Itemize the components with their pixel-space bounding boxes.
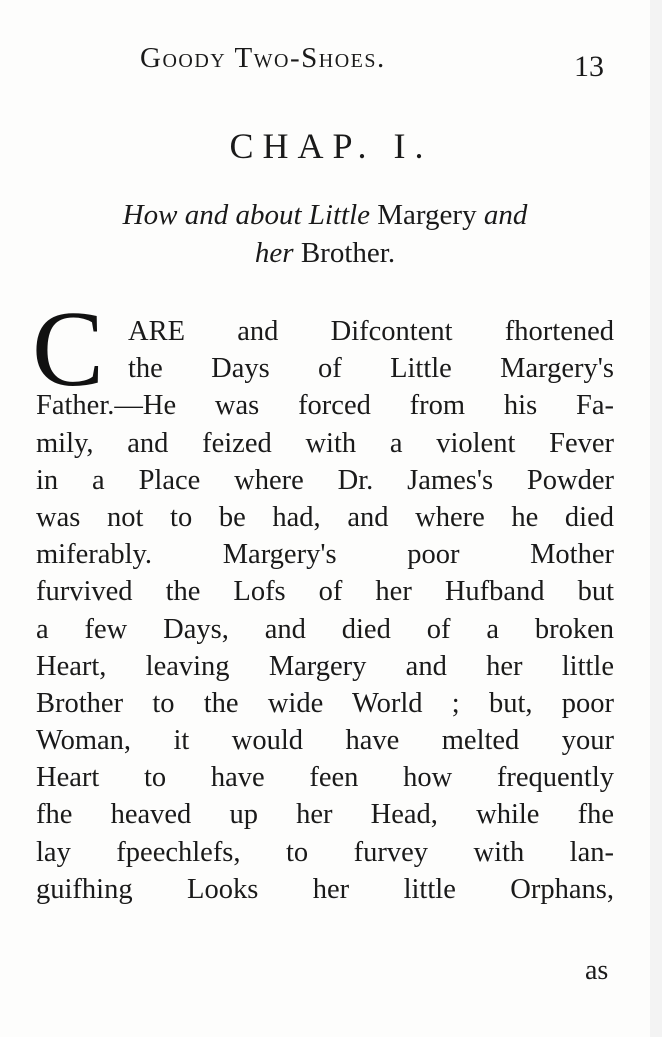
text-line: in a Place where Dr. James's Powder [36, 464, 614, 496]
drop-cap: C [32, 290, 105, 409]
subtitle-italic-2: and [483, 199, 528, 231]
text-line: lay fpeechlefs, to furvey with lan- [36, 836, 614, 868]
subtitle-roman: Brother. [300, 237, 396, 269]
subtitle-italic-3: her [254, 237, 294, 269]
subtitle-name: Margery [377, 199, 477, 231]
text-line: Brother to the wide World ; but, poor [36, 687, 614, 719]
running-head [0, 42, 662, 82]
text-line: was not to be had, and where he died [36, 501, 614, 533]
body-text [36, 313, 614, 908]
catchword: as [585, 955, 609, 986]
text-line: Father.—He was forced from his Fa- [36, 390, 614, 422]
text-line: Heart to have feen how frequently [36, 762, 614, 794]
running-title: Goody Two-Shoes. [140, 42, 386, 74]
text-line: fhe heaved up her Head, while fhe [36, 799, 614, 831]
text-line: Woman, it would have melted your [36, 725, 614, 757]
subtitle-line-2 [30, 234, 620, 272]
text-line: guifhing Looks her little Orphans, [36, 873, 614, 905]
page-number: 13 [574, 50, 604, 83]
chapter-subtitle [30, 196, 620, 272]
chapter-heading: CHAP. I. [229, 126, 433, 166]
text-line: a few Days, and died of a broken [36, 613, 614, 645]
text-line: mily, and feized with a violent Fever [36, 427, 614, 459]
text-line: furvived the Lofs of her Hufband but [36, 576, 614, 608]
subtitle-italic-1: How and about Little [122, 199, 370, 231]
text-line: Heart, leaving Margery and her little [36, 650, 614, 682]
subtitle-line-1 [30, 196, 620, 234]
text-line: ARE and Difcontent fhortened [128, 316, 614, 347]
text-line: the Days of Little Margery's [128, 353, 614, 385]
text-line: miferably. Margery's poor Mother [36, 539, 614, 571]
